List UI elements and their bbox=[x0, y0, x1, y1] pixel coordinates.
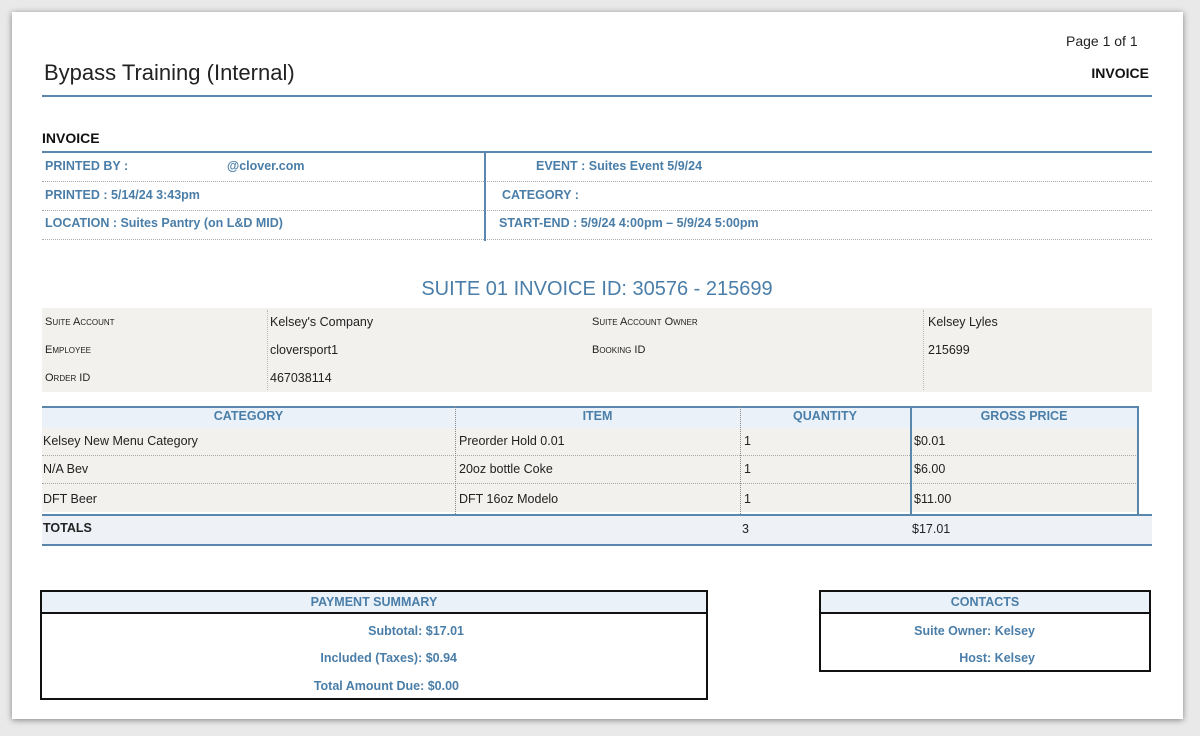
payment-summary-title: PAYMENT SUMMARY bbox=[42, 592, 706, 614]
table-row bbox=[42, 484, 1138, 512]
order-id-value: 467038114 bbox=[270, 371, 332, 385]
info-top-rule bbox=[42, 151, 1152, 153]
account-separator bbox=[923, 310, 924, 390]
contacts-title: CONTACTS bbox=[821, 592, 1149, 614]
start-end-field: START-END : 5/9/24 4:00pm – 5/9/24 5:00pm bbox=[499, 216, 759, 230]
invoice-page bbox=[12, 12, 1183, 719]
table-right-border bbox=[1137, 406, 1139, 514]
printed-by-label: PRINTED BY : bbox=[45, 159, 129, 173]
row-3-item: DFT 16oz Modelo bbox=[459, 492, 559, 506]
org-title: Bypass Training (Internal) bbox=[44, 60, 295, 85]
row-2-price: $6.00 bbox=[914, 462, 946, 476]
order-id-label: Order ID bbox=[45, 372, 91, 384]
total-due-line: Total Amount Due: $0.00 bbox=[313, 679, 459, 693]
suite-account-owner-label: Suite Account Owner bbox=[592, 316, 698, 328]
col-quantity-header: QUANTITY bbox=[793, 409, 857, 423]
contacts-box bbox=[819, 590, 1151, 672]
row-divider bbox=[42, 483, 1138, 484]
suite-owner-contact: Suite Owner: Kelsey bbox=[914, 624, 1035, 638]
employee-label: Employee bbox=[45, 344, 92, 356]
printed-by-email: @clover.com bbox=[227, 159, 305, 173]
row-2-item: 20oz bottle Coke bbox=[459, 462, 553, 476]
subtotal-line: Subtotal: $17.01 bbox=[368, 624, 464, 638]
row-1-price: $0.01 bbox=[914, 434, 946, 448]
info-divider bbox=[42, 210, 1152, 211]
employee-value: cloversport1 bbox=[270, 343, 339, 357]
suite-account-owner-value: Kelsey Lyles bbox=[928, 315, 998, 329]
totals-label: TOTALS bbox=[43, 521, 92, 535]
header-rule bbox=[42, 95, 1152, 97]
column-divider bbox=[740, 406, 741, 514]
suite-account-value: Kelsey's Company bbox=[270, 315, 374, 329]
account-separator bbox=[267, 310, 268, 390]
column-divider bbox=[910, 406, 912, 514]
booking-id-label: Booking ID bbox=[592, 344, 646, 356]
col-gross-price-header: GROSS PRICE bbox=[980, 409, 1068, 423]
printed-field: PRINTED : 5/14/24 3:43pm bbox=[45, 188, 200, 202]
booking-id-value: 215699 bbox=[928, 343, 970, 357]
location-field: LOCATION : Suites Pantry (on L&D MID) bbox=[45, 216, 283, 230]
row-3-quantity: 1 bbox=[744, 492, 751, 506]
taxes-line: Included (Taxes): $0.94 bbox=[320, 651, 457, 665]
section-heading: INVOICE bbox=[42, 130, 100, 146]
host-contact: Host: Kelsey bbox=[959, 651, 1035, 665]
row-3-price: $11.00 bbox=[914, 492, 952, 506]
col-category-header: CATEGORY bbox=[213, 409, 284, 423]
info-divider bbox=[42, 181, 1152, 182]
row-2-category: N/A Bev bbox=[43, 462, 89, 476]
category-field: CATEGORY : bbox=[502, 188, 579, 202]
totals-row bbox=[42, 514, 1152, 546]
suite-invoice-title: SUITE 01 INVOICE ID: 30576 - 215699 bbox=[421, 278, 773, 300]
table-row bbox=[42, 456, 1138, 484]
suite-account-label: Suite Account bbox=[45, 316, 115, 328]
info-divider bbox=[42, 239, 1152, 240]
column-divider bbox=[455, 406, 456, 514]
row-3-category: DFT Beer bbox=[43, 492, 97, 506]
col-item-header: ITEM bbox=[582, 409, 613, 423]
doc-type-label: INVOICE bbox=[1091, 65, 1149, 81]
info-column-separator bbox=[484, 153, 486, 241]
row-divider bbox=[42, 455, 1138, 456]
row-1-category: Kelsey New Menu Category bbox=[43, 434, 198, 448]
row-1-quantity: 1 bbox=[744, 434, 751, 448]
row-1-item: Preorder Hold 0.01 bbox=[459, 434, 565, 448]
page-number: Page 1 of 1 bbox=[1066, 33, 1138, 49]
row-2-quantity: 1 bbox=[744, 462, 751, 476]
table-row bbox=[42, 428, 1138, 456]
totals-price: $17.01 bbox=[912, 522, 951, 536]
event-field: EVENT : Suites Event 5/9/24 bbox=[536, 159, 703, 173]
payment-summary-box bbox=[40, 590, 708, 700]
totals-quantity: 3 bbox=[742, 522, 749, 536]
